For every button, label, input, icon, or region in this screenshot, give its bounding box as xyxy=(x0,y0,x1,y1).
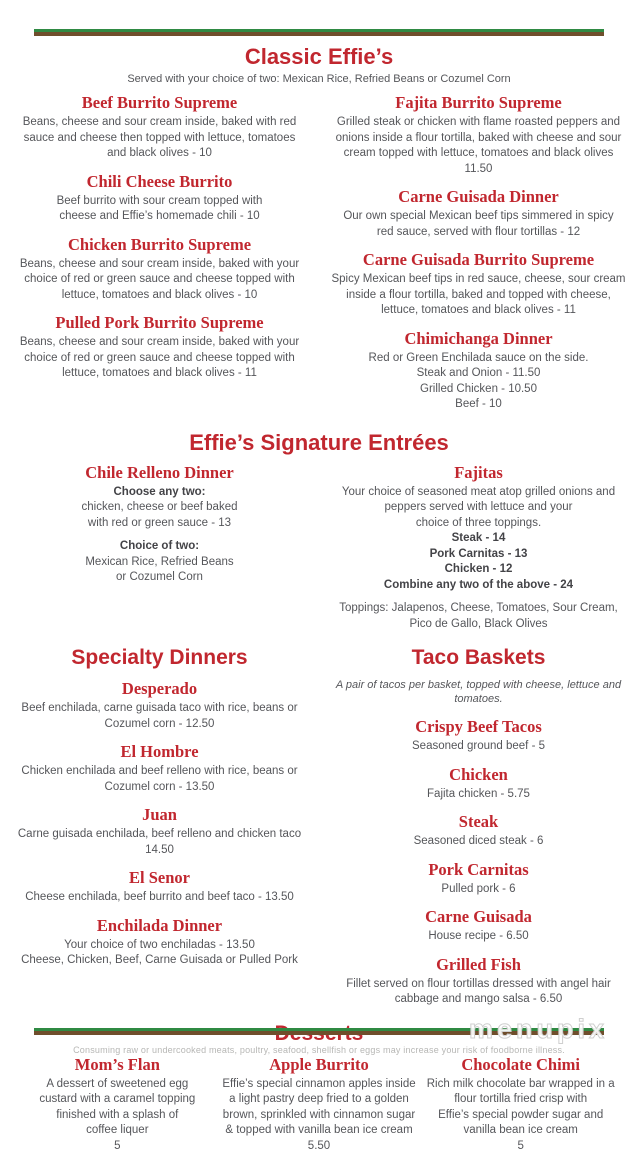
menu-item xyxy=(325,906,632,945)
item-name: Fajitas xyxy=(325,462,632,483)
top-divider-rule xyxy=(34,29,604,36)
item-description-line: Chicken - 12 xyxy=(325,562,632,578)
menu-item xyxy=(325,859,632,898)
item-name: Chicken Burrito Supreme xyxy=(6,234,313,255)
item-name: El Senor xyxy=(6,867,313,888)
menupix-watermark: menupix xyxy=(469,1014,608,1045)
menu-item xyxy=(6,234,313,304)
dessert-column xyxy=(220,1054,419,1163)
item-name: Carne Guisada Dinner xyxy=(325,186,632,207)
item-description-line: Grilled Chicken - 10.50 xyxy=(325,382,632,398)
item-description-line: Pulled pork - 6 xyxy=(325,882,632,898)
section-signature xyxy=(0,430,638,642)
item-description-line: Beef burrito with sour cream topped with xyxy=(6,194,313,210)
item-name: Carne Guisada Burrito Supreme xyxy=(325,249,632,270)
item-description-line: Seasoned diced steak - 6 xyxy=(325,834,632,850)
classic-left-column xyxy=(0,92,319,391)
item-name: Pulled Pork Burrito Supreme xyxy=(6,312,313,333)
item-name: Chocolate Chimi xyxy=(421,1054,620,1075)
item-description-line: Carne guisada enchilada, beef relleno and chicken taco xyxy=(6,827,313,843)
item-description-line: onions inside a flour tortilla, baked with cheese and sour xyxy=(325,131,632,147)
item-description-line: Cozumel corn - 12.50 xyxy=(6,717,313,733)
item-description-line: and black olives - 10 xyxy=(6,146,313,162)
item-description-line: choice of three toppings. xyxy=(325,516,632,532)
item-description-line: 5 xyxy=(18,1139,217,1155)
item-description-line: cabbage and mango salsa - 6.50 xyxy=(325,992,632,1008)
item-description-line: Seasoned ground beef - 5 xyxy=(325,739,632,755)
desserts-row xyxy=(0,1054,638,1163)
item-name: Enchilada Dinner xyxy=(6,915,313,936)
item-name: Apple Burrito xyxy=(220,1054,419,1075)
menu-item xyxy=(6,741,313,795)
item-description-line: Your choice of seasoned meat atop grilled onions and xyxy=(325,485,632,501)
specialty-column xyxy=(0,641,319,978)
item-description-line: Steak and Onion - 11.50 xyxy=(325,366,632,382)
item-description-line: Cheese enchilada, beef burrito and beef taco - 13.50 xyxy=(6,890,313,906)
item-description-line: Your choice of two enchiladas - 13.50 xyxy=(6,938,313,954)
menu-item xyxy=(6,804,313,858)
section-title-specialty: Specialty Dinners xyxy=(6,645,313,670)
item-description-line: Choice of two: xyxy=(6,539,313,555)
item-description-line: chicken, cheese or beef baked xyxy=(6,500,313,516)
item-name: Beef Burrito Supreme xyxy=(6,92,313,113)
section-subtitle-classic: Served with your choice of two: Mexican Rice, Refried Beans or Cozumel Corn xyxy=(0,72,638,86)
classic-right-column xyxy=(319,92,638,422)
item-name: Chimichanga Dinner xyxy=(325,328,632,349)
item-description-line: Effie’s special powder sugar and xyxy=(421,1108,620,1124)
item-description-line: 5.50 xyxy=(220,1139,419,1155)
tacos-column xyxy=(319,641,638,1017)
item-description-line: lettuce, tomatoes and black olives - 11 xyxy=(325,303,632,319)
item-description-line: Pico de Gallo, Black Olives xyxy=(325,617,632,633)
dessert-column xyxy=(421,1054,620,1163)
item-description-line: Toppings: Jalapenos, Cheese, Tomatoes, Sour Cream, xyxy=(325,601,632,617)
item-description-line: or Cozumel Corn xyxy=(6,570,313,586)
menu-item xyxy=(6,678,313,732)
menu-item xyxy=(325,186,632,240)
section-specialty-tacos xyxy=(0,641,638,1017)
item-name: Desperado xyxy=(6,678,313,699)
menu-item xyxy=(6,867,313,906)
item-description-line: Our own special Mexican beef tips simmered in spicy xyxy=(325,209,632,225)
item-description-line: cream topped with lettuce, tomatoes and black olives xyxy=(325,146,632,162)
item-name: Juan xyxy=(6,804,313,825)
item-description-line: Choose any two: xyxy=(6,485,313,501)
item-description-line: Steak - 14 xyxy=(325,531,632,547)
menu-item xyxy=(6,312,313,382)
menu-item xyxy=(325,328,632,413)
section-title-signature: Effie’s Signature Entrées xyxy=(0,430,638,456)
menu-item xyxy=(325,462,632,633)
item-name: Mom’s Flan xyxy=(18,1054,217,1075)
item-description-line: sauce and cheese then topped with lettuce, tomatoes xyxy=(6,131,313,147)
item-name: El Hombre xyxy=(6,741,313,762)
menu-item xyxy=(325,716,632,755)
menu-page xyxy=(0,29,638,1079)
item-description-line: Pork Carnitas - 13 xyxy=(325,547,632,563)
item-description-line: flour tortilla fried crisp with xyxy=(421,1092,620,1108)
item-description-line: Combine any two of the above - 24 xyxy=(325,578,632,594)
item-name: Carne Guisada xyxy=(325,906,632,927)
item-description-line: Cheese, Chicken, Beef, Carne Guisada or Pulled Pork xyxy=(6,953,313,969)
item-description-line: custard with a caramel topping xyxy=(18,1092,217,1108)
item-description-line: Spicy Mexican beef tips in red sauce, cheese, sour cream xyxy=(325,272,632,288)
item-name: Chile Relleno Dinner xyxy=(6,462,313,483)
item-name: Chili Cheese Burrito xyxy=(6,171,313,192)
item-name: Grilled Fish xyxy=(325,954,632,975)
menu-item xyxy=(6,92,313,162)
item-description-line: Fillet served on flour tortillas dressed with angel hair xyxy=(325,977,632,993)
menu-item xyxy=(421,1054,620,1155)
menu-item xyxy=(6,171,313,225)
item-description-line: Red or Green Enchilada sauce on the side. xyxy=(325,351,632,367)
section-title-tacos: Taco Baskets xyxy=(325,645,632,670)
menu-item xyxy=(325,764,632,803)
section-classic xyxy=(0,44,638,422)
item-description-line: Grilled steak or chicken with flame roasted peppers and xyxy=(325,115,632,131)
item-description-line: Beans, cheese and sour cream inside, baked with your xyxy=(6,257,313,273)
item-description-line: brown, sprinkled with cinnamon sugar xyxy=(220,1108,419,1124)
item-name: Pork Carnitas xyxy=(325,859,632,880)
item-description-line: choice of red or green sauce and cheese topped with xyxy=(6,351,313,367)
menu-item xyxy=(6,915,313,969)
menu-item xyxy=(220,1054,419,1155)
item-description-line: Rich milk chocolate bar wrapped in a xyxy=(421,1077,620,1093)
specialty-items xyxy=(6,678,313,969)
item-name: Crispy Beef Tacos xyxy=(325,716,632,737)
menu-item xyxy=(325,92,632,177)
item-description-line: coffee liquer xyxy=(18,1123,217,1139)
menu-item xyxy=(18,1054,217,1155)
item-description-line: a light pastry deep fried to a golden xyxy=(220,1092,419,1108)
menu-item xyxy=(6,462,313,586)
item-description-line: 5 xyxy=(421,1139,620,1155)
item-description-line: Fajita chicken - 5.75 xyxy=(325,787,632,803)
item-description-line: cheese and Effie’s homemade chili - 10 xyxy=(6,209,313,225)
signature-left-column xyxy=(0,462,319,595)
item-description-line: choice of red or green sauce and cheese topped with xyxy=(6,272,313,288)
item-description-line: peppers served with lettuce and your xyxy=(325,500,632,516)
tacos-items xyxy=(325,716,632,1008)
item-description-line: vanilla bean ice cream xyxy=(421,1123,620,1139)
item-description-line: Beef enchilada, carne guisada taco with rice, beans or xyxy=(6,701,313,717)
item-description-line: inside a flour tortilla, baked and topped with cheese, xyxy=(325,288,632,304)
menu-item xyxy=(325,249,632,319)
dessert-column xyxy=(18,1054,217,1163)
menu-item xyxy=(325,954,632,1008)
section-subtitle-tacos: A pair of tacos per basket, topped with cheese, lettuce and tomatoes. xyxy=(325,678,632,706)
item-description-line: lettuce, tomatoes and black olives - 11 xyxy=(6,366,313,382)
item-description-line: Beef - 10 xyxy=(325,397,632,413)
signature-right-column xyxy=(319,462,638,642)
item-description-line: Chicken enchilada and beef relleno with rice, beans or xyxy=(6,764,313,780)
item-name: Fajita Burrito Supreme xyxy=(325,92,632,113)
item-description-line: red sauce, served with flour tortillas - 12 xyxy=(325,225,632,241)
item-description-line: & topped with vanilla bean ice cream xyxy=(220,1123,419,1139)
item-name: Chicken xyxy=(325,764,632,785)
foodborne-disclaimer: Consuming raw or undercooked meats, poultry, seafood, shellfish or eggs may increase your risk of foodborne illness. xyxy=(0,1045,638,1055)
item-description-line: finished with a splash of xyxy=(18,1108,217,1124)
item-description-line: 14.50 xyxy=(6,843,313,859)
section-title-classic: Classic Effie’s xyxy=(0,44,638,70)
item-description-line: Effie’s special cinnamon apples inside xyxy=(220,1077,419,1093)
item-description-line: Beans, cheese and sour cream inside, baked with red xyxy=(6,115,313,131)
item-description-line: 11.50 xyxy=(325,162,632,178)
item-description-line: lettuce, tomatoes and black olives - 10 xyxy=(6,288,313,304)
item-description-line: Beans, cheese and sour cream inside, baked with your xyxy=(6,335,313,351)
item-name: Steak xyxy=(325,811,632,832)
item-description-line: Mexican Rice, Refried Beans xyxy=(6,555,313,571)
item-description-line: with red or green sauce - 13 xyxy=(6,516,313,532)
menu-item xyxy=(325,811,632,850)
item-description-line: A dessert of sweetened egg xyxy=(18,1077,217,1093)
item-description-line: House recipe - 6.50 xyxy=(325,929,632,945)
item-description-line: Cozumel corn - 13.50 xyxy=(6,780,313,796)
